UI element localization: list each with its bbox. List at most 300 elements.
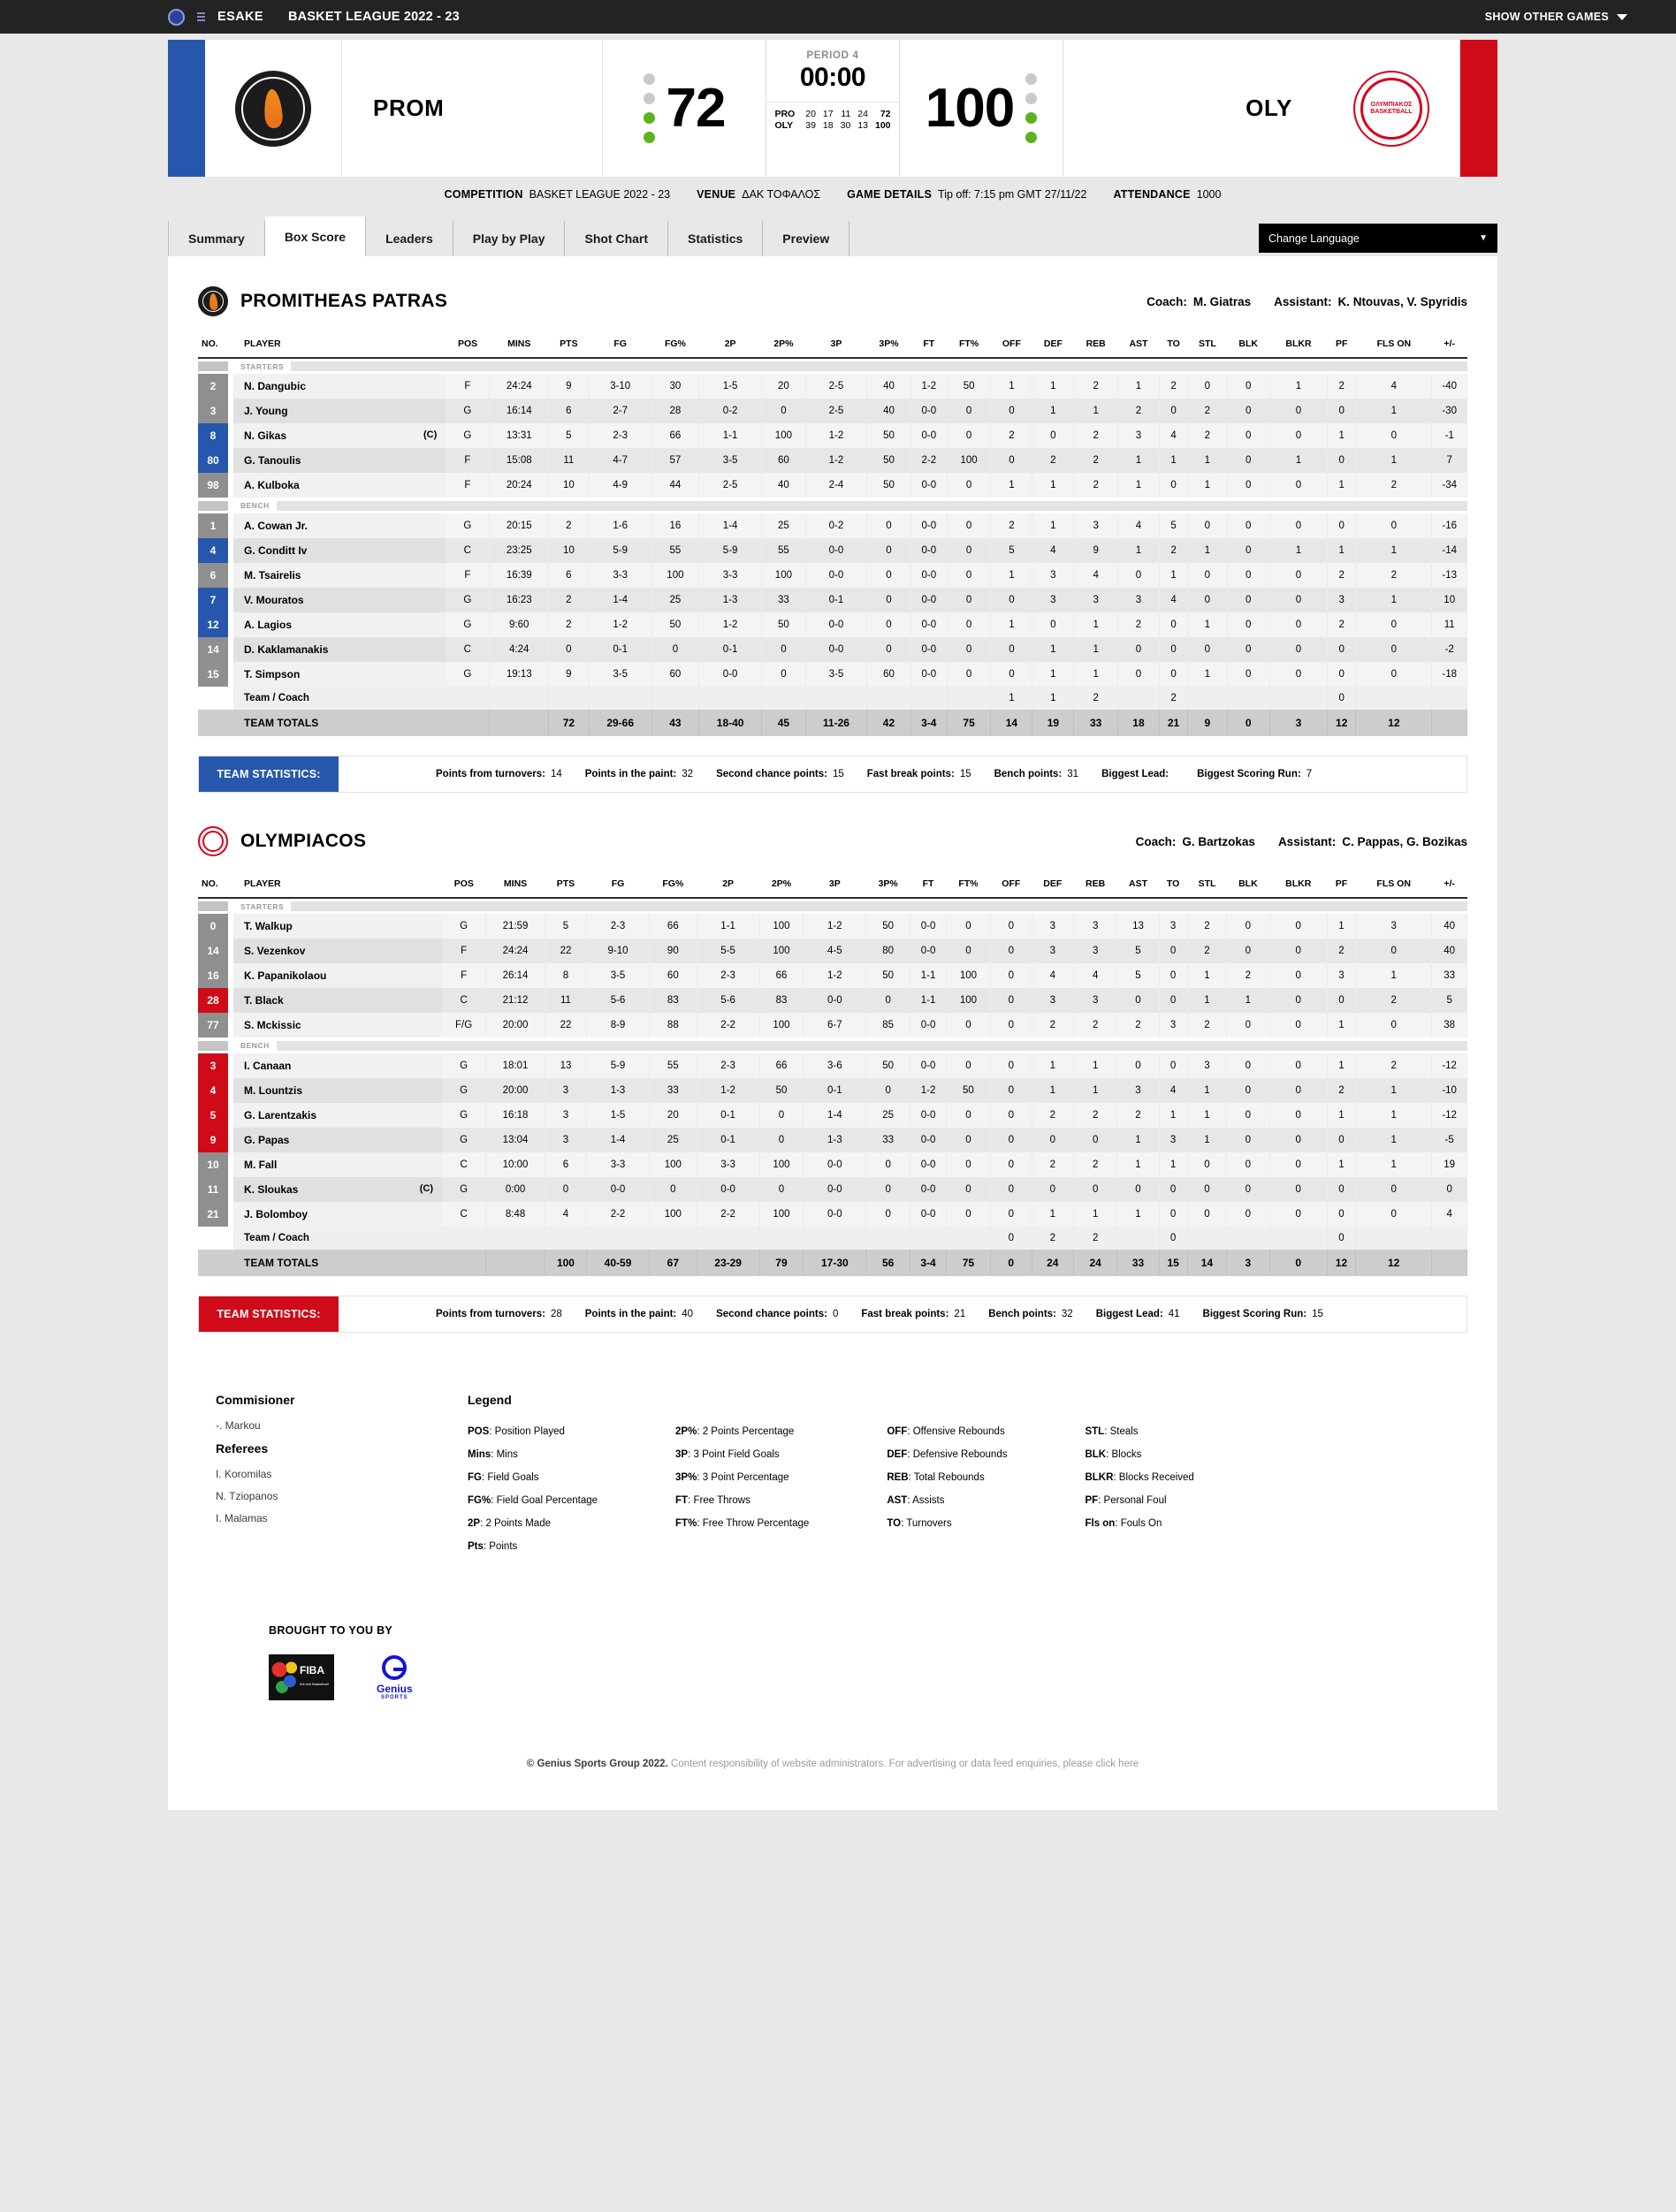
tab-statistics[interactable]: Statistics [668, 221, 763, 256]
team-coach-flson [1356, 1227, 1432, 1250]
jersey-badge: 77 [198, 1013, 228, 1038]
stat-pos: C [442, 1202, 486, 1227]
team-stat-value: 41 [1168, 1309, 1180, 1319]
stat-p3p: 85 [866, 1013, 910, 1038]
stat-ftp: 0 [947, 588, 991, 612]
stat-mins: 15:08 [490, 448, 549, 473]
stat-ast: 1 [1117, 473, 1159, 498]
stat-pos: G [446, 513, 490, 538]
table-row[interactable] [198, 473, 1467, 498]
table-row[interactable] [198, 637, 1467, 662]
stat-pm: -10 [1432, 1078, 1467, 1103]
stat-mins: 20:00 [486, 1013, 545, 1038]
stat-stl: 0 [1188, 513, 1227, 538]
totals-ft: 3-4 [910, 710, 947, 736]
col-pf: PF [1327, 872, 1355, 898]
stat-fg: 4-7 [589, 448, 651, 473]
section-label: BENCH [240, 1041, 270, 1050]
table-row[interactable] [198, 939, 1467, 963]
player-name-cell[interactable] [233, 374, 446, 399]
stat-flson: 1 [1356, 963, 1432, 988]
team-coach-ft [910, 1227, 947, 1250]
table-row[interactable] [198, 914, 1467, 939]
change-language-select[interactable] [1259, 224, 1497, 253]
col-blk: BLK [1227, 332, 1269, 358]
tab-preview[interactable]: Preview [763, 221, 849, 256]
totals-pos [442, 1250, 486, 1276]
stat-ft: 0-0 [910, 637, 947, 662]
stat-fgp: 100 [651, 563, 699, 588]
stat-p3: 2-5 [805, 374, 866, 399]
tab-shot-chart[interactable]: Shot Chart [565, 221, 668, 256]
stat-p3: 0-0 [804, 1152, 866, 1177]
stat-ftp: 100 [947, 963, 991, 988]
player-name-cell[interactable] [233, 423, 446, 448]
table-row[interactable] [198, 1078, 1467, 1103]
stat-p2: 2-2 [697, 1013, 759, 1038]
team-coach-ftp [947, 687, 991, 710]
stat-p2p: 100 [759, 1013, 804, 1038]
olympiacos-logo-icon: OΛΥΜΠIAKOΣ BASKETBALL [1353, 71, 1429, 147]
stat-pos: C [442, 1152, 486, 1177]
referee-name: N. Tziopanos [216, 1490, 278, 1502]
referee-name: I. Koromilas [216, 1468, 272, 1480]
legend-abbr: FT [675, 1495, 689, 1506]
stat-pf: 1 [1328, 423, 1356, 448]
stat-ast: 0 [1117, 637, 1159, 662]
stat-to: 1 [1159, 1152, 1187, 1177]
stat-mins: 24:24 [490, 374, 549, 399]
stat-off: 0 [990, 963, 1032, 988]
stat-reb: 1 [1074, 399, 1118, 423]
player-name-cell[interactable] [233, 1128, 442, 1152]
totals-p2: 18-40 [699, 710, 762, 736]
genius-mark-icon [382, 1655, 407, 1680]
brought-to-you-by-section [198, 1564, 1467, 1700]
stat-to: 0 [1159, 612, 1187, 637]
col-pf: PF [1328, 332, 1356, 358]
detail-venue [697, 188, 820, 201]
player-name-cell[interactable] [233, 448, 446, 473]
stat-ft: 2-2 [910, 448, 947, 473]
table-row[interactable] [198, 1152, 1467, 1177]
stat-pm: 38 [1432, 1013, 1467, 1038]
jersey-number-cell [198, 1177, 233, 1202]
stat-def: 3 [1032, 563, 1074, 588]
table-row[interactable] [198, 1128, 1467, 1152]
player-name: G. Papas [244, 1134, 290, 1146]
player-name-cell[interactable] [233, 637, 446, 662]
player-name: J. Young [244, 405, 288, 417]
stat-flson: 1 [1356, 1078, 1432, 1103]
away-assistant-value: C. Pappas, G. Bozikas [1342, 834, 1467, 848]
stat-pos: G [446, 588, 490, 612]
section-label: STARTERS [240, 361, 285, 371]
stat-blkr: 1 [1269, 538, 1327, 563]
stat-ft: 0-0 [910, 1053, 947, 1078]
legend-desc: : Free Throw Percentage [697, 1518, 810, 1529]
stat-to: 0 [1159, 662, 1187, 687]
stat-mins: 18:01 [486, 1053, 545, 1078]
stat-mins: 19:13 [490, 662, 549, 687]
player-name-cell[interactable] [233, 538, 446, 563]
stat-p3p: 0 [866, 1177, 910, 1202]
jersey-number-cell [198, 612, 233, 637]
stat-ast: 5 [1117, 939, 1159, 963]
player-name-cell[interactable] [233, 939, 442, 963]
stat-fg: 1-2 [589, 612, 651, 637]
away-header-row [198, 872, 1467, 898]
stat-stl: 0 [1187, 1152, 1226, 1177]
tab-summary[interactable]: Summary [168, 221, 265, 256]
player-name-cell[interactable] [233, 612, 446, 637]
table-row[interactable] [198, 1202, 1467, 1227]
stat-def: 3 [1032, 914, 1073, 939]
stat-pf: 0 [1328, 513, 1356, 538]
promitheas-mini-logo-icon [198, 286, 228, 316]
stat-p3: 0-0 [804, 988, 866, 1013]
fiba-wordmark [300, 1666, 329, 1689]
player-name-cell[interactable] [233, 563, 446, 588]
stat-pf: 1 [1327, 914, 1355, 939]
home-bonus-dots [644, 73, 655, 143]
stat-blkr: 0 [1269, 1103, 1327, 1128]
stat-blk: 0 [1227, 513, 1269, 538]
stat-off: 0 [990, 1202, 1032, 1227]
table-row[interactable] [198, 399, 1467, 423]
stat-to: 0 [1159, 399, 1187, 423]
player-name-cell[interactable] [233, 399, 446, 423]
jersey-number-cell [198, 914, 233, 939]
legend-abbr: POS [468, 1426, 490, 1437]
stat-flson: 3 [1356, 914, 1432, 939]
stat-def: 2 [1032, 448, 1074, 473]
stat-fgp: 88 [650, 1013, 697, 1038]
stat-flson: 1 [1356, 1103, 1432, 1128]
tab-box-score[interactable]: Box Score [265, 217, 366, 256]
table-row[interactable] [198, 538, 1467, 563]
team-coach-ftp [947, 1227, 991, 1250]
stat-p2: 5-9 [699, 538, 762, 563]
tab-leaders[interactable]: Leaders [366, 221, 453, 256]
stat-ast: 1 [1117, 1128, 1159, 1152]
table-row[interactable] [198, 963, 1467, 988]
away-period-total: 100 [874, 120, 891, 131]
stat-pf: 0 [1327, 1128, 1355, 1152]
player-name-cell[interactable] [233, 1152, 442, 1177]
player-name-cell[interactable] [233, 473, 446, 498]
totals-flson: 12 [1356, 710, 1432, 736]
stat-ftp: 0 [947, 1128, 991, 1152]
stat-fgp: 30 [651, 374, 699, 399]
table-row[interactable] [198, 374, 1467, 399]
table-row[interactable] [198, 612, 1467, 637]
stat-fgp: 44 [651, 473, 699, 498]
team-coach-p2 [697, 1227, 759, 1250]
stat-p2p: 0 [759, 1103, 804, 1128]
stat-blkr: 0 [1269, 1078, 1327, 1103]
player-name-cell[interactable] [233, 1177, 442, 1202]
legend-item [1085, 1449, 1193, 1460]
stat-ftp: 0 [947, 662, 991, 687]
stat-p3: 0-0 [805, 637, 866, 662]
team-stat-key: Second chance points: [716, 769, 827, 779]
table-row[interactable] [198, 1013, 1467, 1038]
player-name-cell[interactable] [233, 963, 442, 988]
stat-ftp: 0 [947, 1013, 991, 1038]
stat-p2p: 25 [762, 513, 806, 538]
stat-ast: 1 [1117, 1202, 1159, 1227]
legend-item [1085, 1495, 1193, 1506]
stat-pts: 3 [545, 1128, 586, 1152]
stat-pos: G [446, 662, 490, 687]
table-row[interactable] [198, 423, 1467, 448]
team-stat-value: 14 [550, 769, 562, 779]
stat-to: 4 [1159, 1078, 1187, 1103]
legend-abbr: OFF [887, 1426, 908, 1437]
section-divider [198, 898, 1467, 914]
legend-column [468, 1393, 1194, 1564]
stat-flson: 2 [1356, 1053, 1432, 1078]
away-p3: 30 [840, 120, 851, 131]
stat-fgp: 60 [650, 963, 697, 988]
table-row[interactable] [198, 662, 1467, 687]
table-row[interactable] [198, 1053, 1467, 1078]
col-flson: FLS ON [1356, 332, 1432, 358]
legend-title: Legend [468, 1393, 512, 1407]
stat-p2: 0-2 [699, 399, 762, 423]
away-logo-cell [1323, 40, 1460, 177]
totals-ftp: 75 [947, 710, 991, 736]
stat-p3: 2-4 [805, 473, 866, 498]
stat-flson: 4 [1356, 374, 1432, 399]
legend-desc: : Defensive Rebounds [907, 1449, 1008, 1460]
player-name: A. Lagios [244, 619, 293, 631]
away-bonus-dots [1025, 73, 1037, 143]
stat-p2p: 33 [762, 588, 806, 612]
stat-fg: 5-9 [589, 538, 651, 563]
table-row[interactable] [198, 1103, 1467, 1128]
stat-pf: 0 [1327, 1177, 1355, 1202]
player-name-cell[interactable] [233, 988, 442, 1013]
team-stat-value: 0 [832, 1309, 839, 1319]
table-row[interactable] [198, 588, 1467, 612]
stat-reb: 1 [1074, 612, 1118, 637]
table-row[interactable] [198, 513, 1467, 538]
legend-item [675, 1472, 809, 1483]
stat-to: 1 [1159, 563, 1187, 588]
player-name-cell[interactable] [233, 1103, 442, 1128]
stat-off: 0 [990, 1152, 1032, 1177]
stat-pos: F [446, 448, 490, 473]
team-stat-value: 15 [959, 769, 971, 779]
show-other-games-button[interactable] [1485, 11, 1627, 23]
home-assistant-key: Assistant: [1274, 294, 1332, 308]
stat-fgp: 57 [651, 448, 699, 473]
team-coach-off: 1 [991, 687, 1032, 710]
player-name-cell[interactable] [233, 914, 442, 939]
player-name-cell[interactable] [233, 662, 446, 687]
stat-off: 0 [991, 448, 1032, 473]
stat-reb: 2 [1073, 1152, 1117, 1177]
jersey-number-cell [198, 399, 233, 423]
stat-fgp: 28 [651, 399, 699, 423]
away-p1: 39 [805, 120, 816, 131]
stat-stl: 0 [1188, 588, 1227, 612]
detail-attendance-value: 1000 [1196, 188, 1222, 201]
stat-ftp: 0 [947, 473, 991, 498]
section-chip [198, 501, 228, 511]
stat-blkr: 0 [1269, 963, 1327, 988]
stat-p3: 3-5 [805, 662, 866, 687]
stat-fgp: 16 [651, 513, 699, 538]
stat-flson: 0 [1356, 612, 1432, 637]
stat-p3: 0-2 [805, 513, 866, 538]
stat-pos: G [442, 1078, 486, 1103]
stat-reb: 1 [1073, 1078, 1117, 1103]
stat-pts: 6 [549, 399, 590, 423]
player-name-cell[interactable] [233, 1078, 442, 1103]
stat-reb: 2 [1074, 448, 1118, 473]
stat-ft: 0-0 [910, 423, 947, 448]
col-3p: 3P [805, 332, 866, 358]
stat-ft: 1-1 [910, 963, 947, 988]
scoreboard [168, 40, 1497, 177]
promitheas-logo-icon [235, 71, 311, 147]
olympiacos-mini-logo-icon [198, 826, 228, 856]
jersey-number-cell [198, 423, 233, 448]
col-to: TO [1159, 872, 1187, 898]
stat-pm: -5 [1432, 1128, 1467, 1152]
stat-flson: 0 [1356, 662, 1432, 687]
col-off: OFF [990, 872, 1032, 898]
stat-pf: 2 [1328, 563, 1356, 588]
stat-blkr: 0 [1269, 473, 1327, 498]
stat-p2: 3-3 [699, 563, 762, 588]
section-cell [198, 358, 1467, 374]
table-row[interactable] [198, 988, 1467, 1013]
stat-blkr: 0 [1269, 914, 1327, 939]
stat-p3: 1-2 [805, 423, 866, 448]
legend-abbr: FG [468, 1472, 482, 1483]
period-row-home-label: PRO [774, 109, 796, 119]
stat-blk: 0 [1227, 473, 1269, 498]
stat-ast: 0 [1117, 1053, 1159, 1078]
team-stat-key: Biggest Lead: [1101, 769, 1169, 779]
stat-off: 1 [991, 563, 1032, 588]
stat-reb: 3 [1074, 588, 1118, 612]
stat-pm: 4 [1432, 1202, 1467, 1227]
stat-ast: 1 [1117, 374, 1159, 399]
league-name: ESAKE [217, 10, 263, 24]
table-row[interactable] [198, 1177, 1467, 1202]
stat-fgp: 0 [650, 1177, 697, 1202]
home-header-row [198, 332, 1467, 358]
stat-pf: 2 [1327, 1078, 1355, 1103]
team-coach-def: 2 [1032, 1227, 1073, 1250]
player-name-cell[interactable] [233, 588, 446, 612]
stat-ftp: 0 [947, 1152, 991, 1177]
jersey-number-cell [198, 448, 233, 473]
jersey-badge: 21 [198, 1202, 228, 1227]
stat-stl: 2 [1187, 914, 1226, 939]
stat-fg: 0-1 [589, 637, 651, 662]
captain-marker: (C) [423, 429, 438, 440]
stat-blkr: 0 [1269, 662, 1327, 687]
tab-play-by-play[interactable]: Play by Play [453, 221, 566, 256]
away-p2: 18 [822, 120, 834, 131]
stat-pf: 2 [1328, 612, 1356, 637]
stat-pf: 1 [1327, 1103, 1355, 1128]
team-stat-key: Biggest Lead: [1095, 1309, 1163, 1319]
stat-def: 1 [1032, 637, 1074, 662]
stat-stl: 1 [1188, 538, 1227, 563]
stat-ast: 0 [1117, 662, 1159, 687]
stat-fg: 1-5 [587, 1103, 650, 1128]
player-name-cell[interactable] [233, 1053, 442, 1078]
stat-p3: 1-3 [804, 1128, 866, 1152]
stat-blkr: 0 [1269, 423, 1327, 448]
section-chip [198, 361, 228, 371]
stat-p2: 1-1 [699, 423, 762, 448]
team-totals-row [198, 1250, 1467, 1276]
col-fgp: FG% [650, 872, 697, 898]
stat-to: 0 [1159, 1053, 1187, 1078]
col-2pp: 2P% [759, 872, 804, 898]
stat-p3: 2-5 [805, 399, 866, 423]
left-rail [0, 34, 168, 1842]
player-name-cell[interactable] [233, 1202, 442, 1227]
home-logo-cell [205, 40, 342, 177]
stat-fg: 3-10 [589, 374, 651, 399]
stat-fgp: 50 [651, 612, 699, 637]
stat-pm: -40 [1432, 374, 1467, 399]
stat-ftp: 0 [947, 612, 991, 637]
table-row[interactable] [198, 563, 1467, 588]
stat-p3: 0-1 [804, 1078, 866, 1103]
stat-to: 0 [1159, 1202, 1187, 1227]
legend-desc: : 3 Point Percentage [697, 1472, 789, 1483]
jersey-number-cell [198, 1053, 233, 1078]
team-totals-label: TEAM TOTALS [233, 1250, 442, 1276]
stat-reb: 1 [1074, 662, 1118, 687]
stat-mins: 24:24 [486, 939, 545, 963]
legend-item [675, 1518, 809, 1529]
period-row-away-label: OLY [774, 120, 794, 131]
team-stat-item [436, 769, 562, 779]
col-no: NO. [198, 332, 233, 358]
clock-cell [766, 40, 900, 177]
stat-p3p: 40 [867, 374, 911, 399]
table-row[interactable] [198, 448, 1467, 473]
partner-logos [269, 1654, 1467, 1700]
team-stat-key: Points in the paint: [584, 1309, 677, 1319]
stat-pts: 3 [545, 1103, 586, 1128]
player-name-cell[interactable] [233, 513, 446, 538]
stat-to: 0 [1159, 473, 1187, 498]
team-coach-off: 0 [990, 1227, 1032, 1250]
stat-def: 0 [1032, 612, 1074, 637]
stat-mins: 13:04 [486, 1128, 545, 1152]
captain-marker: (C) [419, 1183, 434, 1194]
stat-p3p: 50 [866, 963, 910, 988]
player-name-cell[interactable] [233, 1013, 442, 1038]
jersey-number-cell [198, 1152, 233, 1177]
totals-mins [486, 1250, 545, 1276]
stat-pm: -16 [1432, 513, 1467, 538]
team-coach-mins [490, 687, 549, 710]
stat-pf: 1 [1327, 1152, 1355, 1177]
